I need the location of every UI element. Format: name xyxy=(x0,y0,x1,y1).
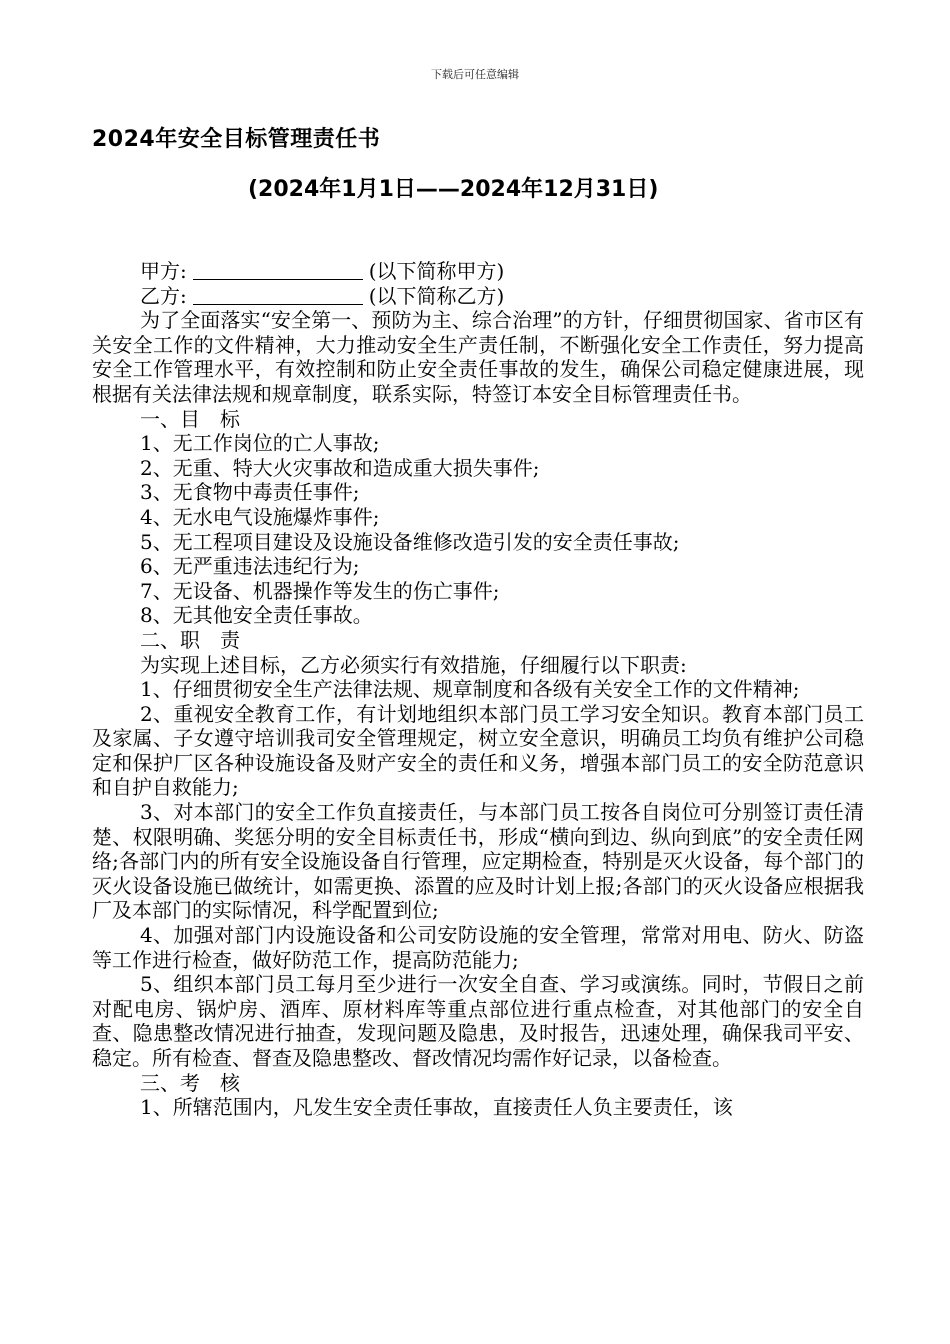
section-2-heading: 二、职 责 xyxy=(140,627,240,652)
assessment-item: 1、所辖范围内，凡发生安全责任事故，直接责任人负主要责任，该 xyxy=(140,1095,733,1120)
duty-item: 4、加强对部门内设施设备和公司安防设施的安全管理，常常对用电、防火、防盗等工作进行检查，做好防范工作，提高防范能力; xyxy=(92,923,864,972)
goal-item: 7、无设备、机器操作等发生的伤亡事件; xyxy=(140,578,500,603)
goal-item: 8、无其他安全责任事故。 xyxy=(140,603,373,628)
duty-item: 3、对本部门的安全工作负直接责任，与本部门员工按各自岗位可分别签订责任清楚、权限明确、奖惩分明的安全目标责任书，形成“横向到边、纵向到底”的安全责任网络;各部门内的所有安全设施设备自行管理，应定期检查，特别是灭火设备，每个部门的灭火设备设施已做统计，如需更换、添置的应及时计划上报;各部门的灭火设备应根据我厂及本部门的实际情况，科学配置到位; xyxy=(92,800,864,923)
party-a-suffix: (以下简称甲方) xyxy=(368,259,505,283)
intro-paragraph: 为了全面落实“安全第一、预防为主、综合治理”的方针，仔细贯彻国家、省市区有关安全工作的文件精神，大力推动安全生产责任制，不断强化安全工作责任，努力提高安全工作管理水平，有效控制和防止安全责任事故的发生，确保公司稳定健康进展，现根据有关法律法规和规章制度，联系实际，特签订本安全目标管理责任书。 xyxy=(92,308,864,406)
section-1-heading: 一、目 标 xyxy=(140,406,240,431)
party-b-label: 乙方: xyxy=(140,283,187,308)
document-body xyxy=(92,259,864,1120)
section-3-heading: 三、考 核 xyxy=(140,1070,240,1095)
goal-item: 6、无严重违法违纪行为; xyxy=(140,554,360,579)
goal-item: 5、无工程项目建设及设施设备维修改造引发的安全责任事故; xyxy=(140,529,680,554)
duty-item: 2、重视安全教育工作，有计划地组织本部门员工学习安全知识。教育本部门员工及家属、子女遵守培训我司安全管理规定，树立安全意识，明确员工均负有维护公司稳定和保护厂区各种设施设备及财产安全的责任和义务，增强本部门员工的安全防范意识和自护自救能力; xyxy=(92,701,864,800)
header-note: 下载后可任意编辑 xyxy=(431,68,519,81)
goal-item: 2、无重、特大火灾事故和造成重大损失事件; xyxy=(140,455,540,480)
party-b-suffix: (以下简称乙方) xyxy=(368,283,505,308)
goal-item: 3、无食物中毒责任事件; xyxy=(140,480,360,505)
duty-item: 1、仔细贯彻安全生产法律法规、规章制度和各级有关安全工作的文件精神; xyxy=(140,677,800,702)
document-subtitle: (2024年1月1日——2024年12月31日) xyxy=(248,177,659,202)
duty-lead: 为实现上述目标，乙方必须实行有效措施，仔细履行以下职责: xyxy=(140,652,687,677)
goal-item: 1、无工作岗位的亡人事故; xyxy=(140,431,380,456)
party-b-line xyxy=(92,284,864,309)
party-a-line xyxy=(92,259,864,284)
goal-item: 4、无水电气设施爆炸事件; xyxy=(140,504,380,529)
duty-item: 5、组织本部门员工每月至少进行一次安全自查、学习或演练。同时，节假日之前对配电房、锅炉房、酒库、原材料库等重点部位进行重点检查，对其他部门的安全自查、隐患整改情况进行抽查，发现问题及隐患，及时报告，迅速处理，确保我司平安、稳定。所有检查、督查及隐患整改、督改情况均需作好记录，以备检查。 xyxy=(92,972,864,1070)
party-a-label: 甲方: xyxy=(140,259,187,283)
party-a-blank xyxy=(193,261,363,280)
document-title: 2024年安全目标管理责任书 xyxy=(92,127,381,152)
party-b-blank xyxy=(193,286,363,305)
